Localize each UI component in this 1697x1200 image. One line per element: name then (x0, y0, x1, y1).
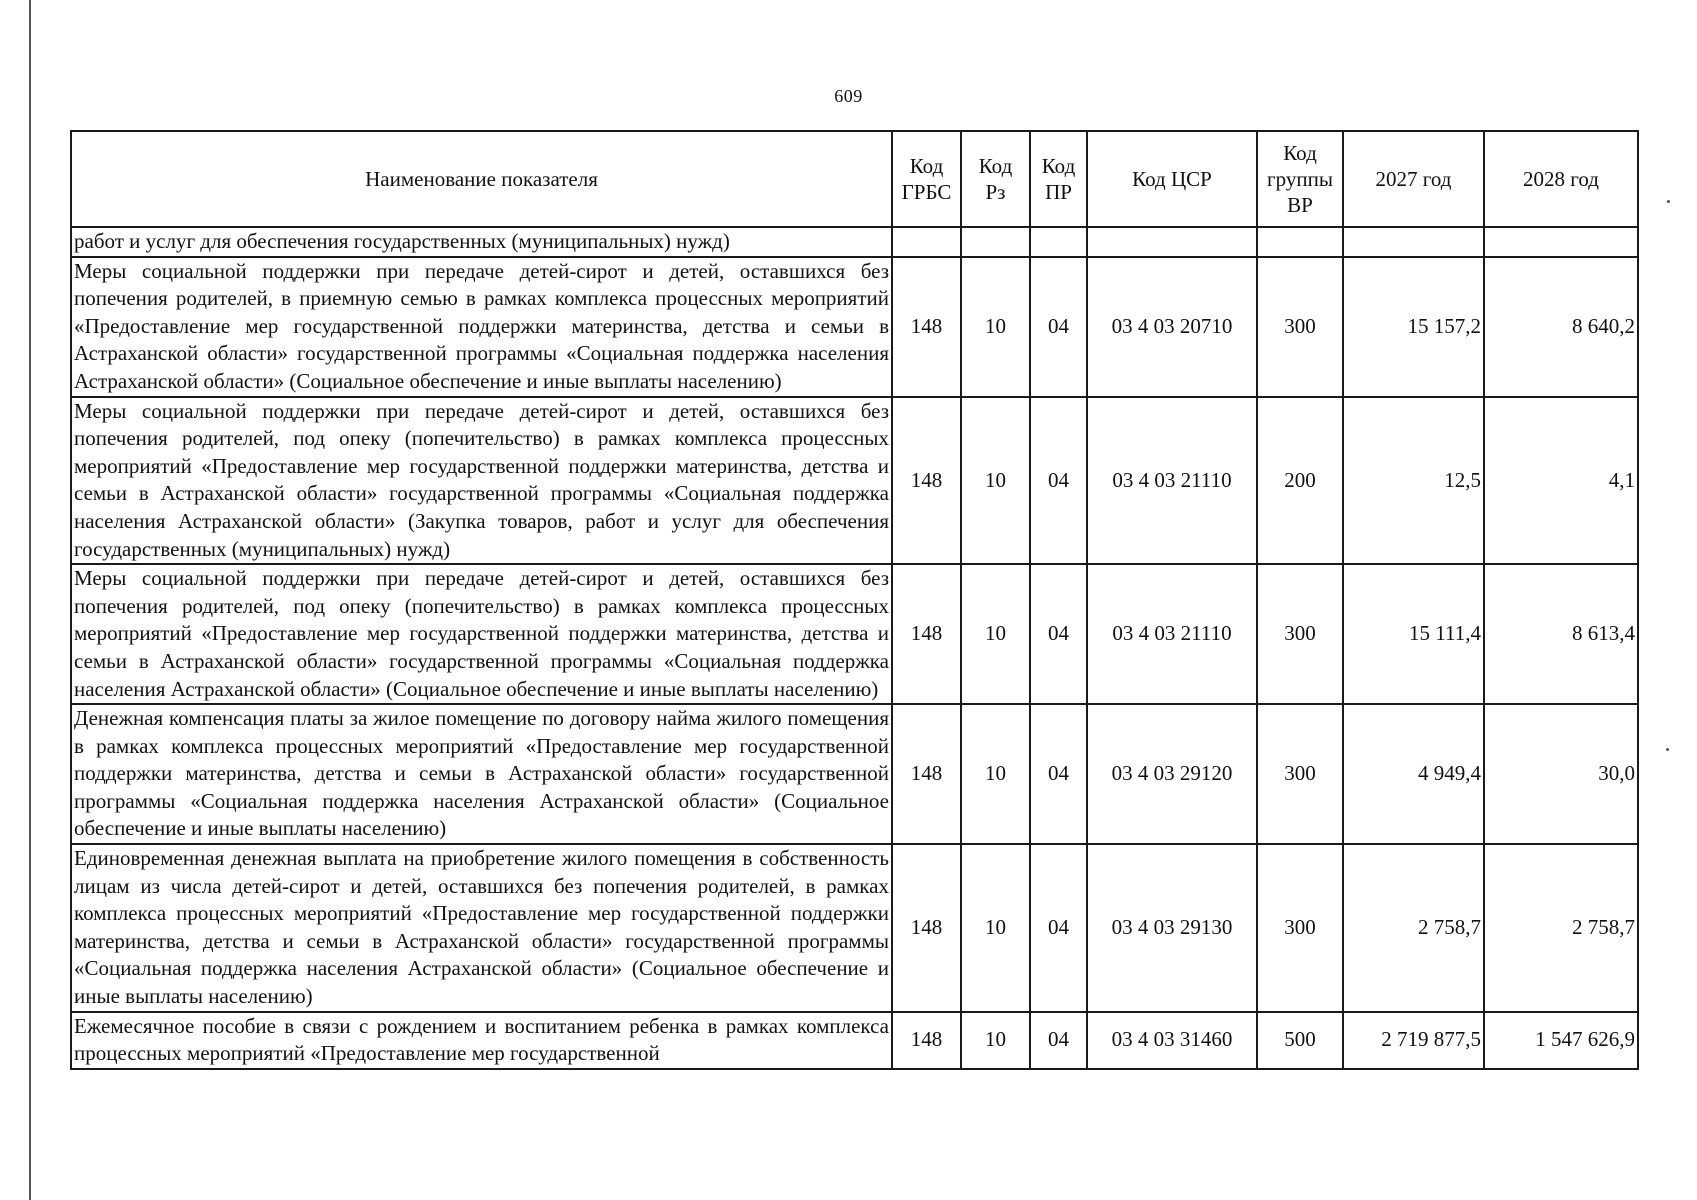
cell-name: работ и услуг для обеспечения государственных (муниципальных) нужд) (71, 227, 892, 257)
cell-csr: 03 4 03 29130 (1087, 844, 1257, 1012)
cell-vr: 300 (1257, 257, 1343, 397)
table-row (71, 257, 1638, 397)
cell-2028: 4,1 (1484, 397, 1638, 565)
table-row (71, 397, 1638, 565)
cell-vr: 300 (1257, 844, 1343, 1012)
cell-2027: 2 758,7 (1343, 844, 1484, 1012)
header-rz-line: Рз (985, 180, 1006, 204)
cell-pr: 04 (1030, 704, 1087, 844)
budget-table (70, 130, 1639, 1070)
cell-rz: 10 (961, 397, 1030, 565)
cell-rz: 10 (961, 1012, 1030, 1069)
table-row (71, 844, 1638, 1012)
cell-2027: 4 949,4 (1343, 704, 1484, 844)
cell-csr: 03 4 03 21110 (1087, 397, 1257, 565)
header-vr-line: Код (1283, 141, 1317, 165)
table-row (71, 704, 1638, 844)
scan-speck (1666, 748, 1669, 751)
cell-2028: 8 613,4 (1484, 564, 1638, 704)
cell-pr: 04 (1030, 397, 1087, 565)
cell-pr: 04 (1030, 257, 1087, 397)
table-row (71, 1012, 1638, 1069)
cell-vr (1257, 227, 1343, 257)
cell-2027: 12,5 (1343, 397, 1484, 565)
cell-name: Меры социальной поддержки при передаче детей-сирот и детей, оставшихся без попечения родителей, в приемную семью в рамках комплекса процессных мероприятий «Предоставление мер государственной поддержки материнства, детства и семьи в Астраханской области» государственной программы «Социальная поддержка населения Астраханской области» (Социальное обеспечение и иные выплаты населению) (71, 257, 892, 397)
header-vr-line: ВР (1287, 193, 1313, 217)
cell-2027: 15 111,4 (1343, 564, 1484, 704)
cell-csr: 03 4 03 20710 (1087, 257, 1257, 397)
cell-csr: 03 4 03 21110 (1087, 564, 1257, 704)
cell-name: Единовременная денежная выплата на приобретение жилого помещения в собственность лицам из числа детей-сирот и детей, оставшихся без попечения родителей, в рамках комплекса процессных мероприятий «Предоставление мер государственной поддержки материнства, детства и семьи в Астраханской области» государственной программы «Социальная поддержка населения Астраханской области» (Социальное обеспечение и иные выплаты населению) (71, 844, 892, 1012)
cell-name: Меры социальной поддержки при передаче детей-сирот и детей, оставшихся без попечения родителей, под опеку (попечительство) в рамках комплекса процессных мероприятий «Предоставление мер государственной поддержки материнства, детства и семьи в Астраханской области» государственной программы «Социальная поддержка населения Астраханской области» (Закупка товаров, работ и услуг для обеспечения государственных (муниципальных) нужд) (71, 397, 892, 565)
header-rz-line: Код (978, 154, 1013, 178)
cell-name: Меры социальной поддержки при передаче детей-сирот и детей, оставшихся без попечения родителей, под опеку (попечительство) в рамках комплекса процессных мероприятий «Предоставление мер государственной поддержки материнства, детства и семьи в Астраханской области» государственной программы «Социальная поддержка населения Астраханской области» (Социальное обеспечение и иные выплаты населению) (71, 564, 892, 704)
cell-vr: 200 (1257, 397, 1343, 565)
header-grbs-line: ГРБС (901, 180, 952, 204)
page-number: 609 (834, 86, 863, 106)
cell-vr: 300 (1257, 564, 1343, 704)
cell-csr: 03 4 03 29120 (1087, 704, 1257, 844)
cell-2028: 30,0 (1484, 704, 1638, 844)
cell-pr: 04 (1030, 564, 1087, 704)
cell-grbs: 148 (892, 704, 961, 844)
cell-csr: 03 4 03 31460 (1087, 1012, 1257, 1069)
cell-grbs: 148 (892, 564, 961, 704)
cell-2028: 8 640,2 (1484, 257, 1638, 397)
header-grbs (892, 131, 961, 227)
table-row (71, 564, 1638, 704)
cell-2027 (1343, 227, 1484, 257)
cell-pr: 04 (1030, 844, 1087, 1012)
table-row (71, 227, 1638, 257)
cell-rz: 10 (961, 844, 1030, 1012)
header-pr-line: Код (1041, 154, 1076, 178)
header-vr-line: группы (1267, 167, 1333, 191)
cell-2028 (1484, 227, 1638, 257)
header-grbs-line: Код (909, 154, 944, 178)
cell-grbs: 148 (892, 1012, 961, 1069)
header-name: Наименование показателя (71, 131, 892, 227)
cell-csr (1087, 227, 1257, 257)
header-pr (1030, 131, 1087, 227)
header-2028: 2028 год (1484, 131, 1638, 227)
cell-rz: 10 (961, 704, 1030, 844)
cell-2027: 15 157,2 (1343, 257, 1484, 397)
cell-rz: 10 (961, 564, 1030, 704)
table-header-row (71, 131, 1638, 227)
header-vr (1257, 131, 1343, 227)
cell-vr: 300 (1257, 704, 1343, 844)
cell-pr: 04 (1030, 1012, 1087, 1069)
header-pr-line: ПР (1045, 180, 1072, 204)
cell-pr (1030, 227, 1087, 257)
cell-rz: 10 (961, 257, 1030, 397)
binding-margin-line (29, 0, 31, 1200)
header-2027: 2027 год (1343, 131, 1484, 227)
cell-grbs: 148 (892, 257, 961, 397)
cell-2027: 2 719 877,5 (1343, 1012, 1484, 1069)
cell-grbs: 148 (892, 844, 961, 1012)
cell-name: Ежемесячное пособие в связи с рождением и воспитанием ребенка в рамках комплекса процессных мероприятий «Предоставление мер государственной (71, 1012, 892, 1069)
cell-grbs (892, 227, 961, 257)
cell-grbs: 148 (892, 397, 961, 565)
cell-vr: 500 (1257, 1012, 1343, 1069)
scan-speck (1667, 200, 1670, 203)
cell-name: Денежная компенсация платы за жилое помещение по договору найма жилого помещения в рамках комплекса процессных мероприятий «Предоставление мер государственной поддержки материнства, детства и семьи в Астраханской области» государственной программы «Социальная поддержка населения Астраханской области» (Социальное обеспечение и иные выплаты населению) (71, 704, 892, 844)
header-rz (961, 131, 1030, 227)
cell-2028: 2 758,7 (1484, 844, 1638, 1012)
cell-2028: 1 547 626,9 (1484, 1012, 1638, 1069)
header-csr: Код ЦСР (1087, 131, 1257, 227)
cell-rz (961, 227, 1030, 257)
